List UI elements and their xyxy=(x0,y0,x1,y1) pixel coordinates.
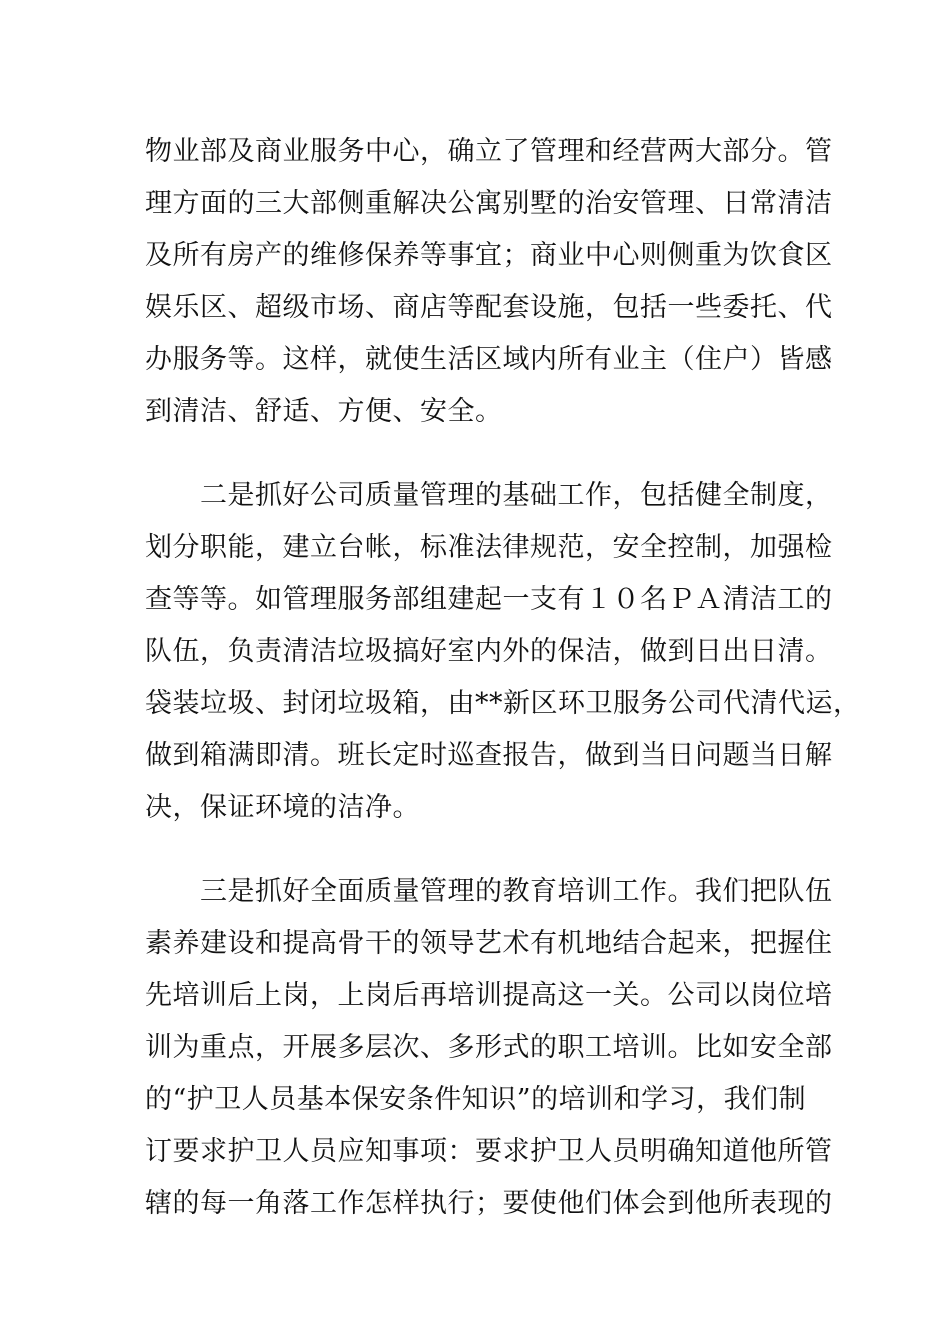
text-line: 素养建设和提高骨干的领导艺术有机地结合起来，把握住 xyxy=(145,928,833,959)
text-line: 辖的每一角落工作怎样执行；要使他们体会到他所表现的 xyxy=(145,1188,833,1219)
text-line: 先培训后上岗，上岗后再培训提高这一关。公司以岗位培 xyxy=(145,980,833,1011)
text-line: 三是抓好全面质量管理的教育培训工作。我们把队伍 xyxy=(145,876,833,907)
text-line: 划分职能，建立台帐，标准法律规范，安全控制，加强检 xyxy=(145,532,833,563)
text-line: 做到箱满即清。班长定时巡查报告，做到当日问题当日解 xyxy=(145,740,833,771)
paragraph-1 xyxy=(145,126,835,438)
text-line: 查等等。如管理服务部组建起一支有１０名ＰＡ清洁工的 xyxy=(145,584,833,615)
text-line: 订要求护卫人员应知事项：要求护卫人员明确知道他所管 xyxy=(145,1136,833,1167)
text-line: 训为重点，开展多层次、多形式的职工培训。比如安全部 xyxy=(145,1032,833,1063)
text-line: 到清洁、舒适、方便、安全。 xyxy=(145,396,503,427)
text-line: 二是抓好公司质量管理的基础工作，包括健全制度， xyxy=(145,480,833,511)
text-line: 办服务等。这样，就使生活区域内所有业主（住户）皆感 xyxy=(145,344,833,375)
text-line: 袋装垃圾、封闭垃圾箱，由**新区环卫服务公司代清代运， xyxy=(145,688,861,719)
text-line: 理方面的三大部侧重解决公寓别墅的治安管理、日常清洁 xyxy=(145,188,833,219)
text-line: 物业部及商业服务中心，确立了管理和经营两大部分。管 xyxy=(145,136,833,167)
text-line: 及所有房产的维修保养等事宜；商业中心则侧重为饮食区 xyxy=(145,240,833,271)
paragraph-2 xyxy=(145,470,861,834)
text-line: 队伍，负责清洁垃圾搞好室内外的保洁，做到日出日清。 xyxy=(145,636,833,667)
paragraph-3 xyxy=(145,866,835,1230)
text-line: 决，保证环境的洁净。 xyxy=(145,792,420,823)
text-line: 的“护卫人员基本保安条件知识”的培训和学习，我们制 xyxy=(145,1084,807,1115)
text-line: 娱乐区、超级市场、商店等配套设施，包括一些委托、代 xyxy=(145,292,833,323)
